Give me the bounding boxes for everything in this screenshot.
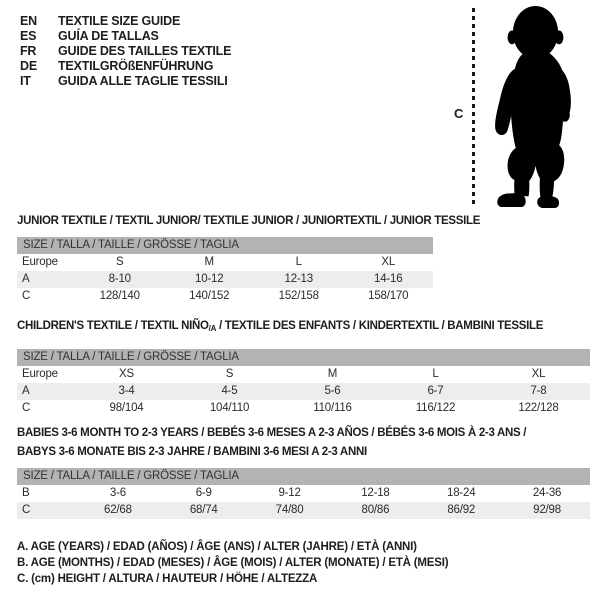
language-row-es — [20, 29, 231, 44]
size-cell: L — [432, 368, 439, 380]
language-code: ES — [20, 29, 37, 43]
value-cell: 5-6 — [324, 385, 341, 397]
value-cell: 68/74 — [189, 504, 218, 516]
guide-title-fr: GUIDE DES TAILLES TEXTILE — [58, 44, 232, 58]
value-cell: 3-4 — [118, 385, 135, 397]
value-cell: 14-16 — [374, 273, 403, 285]
value-cell: 86/92 — [447, 504, 476, 516]
children-title-subscript: /A — [208, 324, 217, 333]
value-cell: 7-8 — [530, 385, 547, 397]
babies-title-line1: BABIES 3-6 MONTH TO 2-3 YEARS / BEBÉS 3-6 MESES A 2-3 AÑOS / BÉBÉS 3-6 MOIS À 2-3 ANS / — [17, 427, 527, 439]
size-header-bar: SIZE / TALLA / TAILLE / GRÖSSE / TAGLIA — [17, 237, 433, 254]
value-cell: 122/128 — [518, 402, 559, 414]
value-cell: 4-5 — [221, 385, 238, 397]
value-cell: 140/152 — [189, 290, 230, 302]
guide-title-en: TEXTILE SIZE GUIDE — [58, 14, 181, 28]
table-row-height — [17, 502, 590, 519]
babies-title-line2: BABYS 3-6 MONATE BIS 2-3 JAHRE / BAMBINI 3-6 MESI A 2-3 ANNI — [17, 446, 367, 458]
size-cell: XL — [531, 368, 546, 380]
language-row-de — [20, 59, 231, 74]
table-row-age — [17, 271, 433, 288]
table-row-height — [17, 288, 433, 305]
junior-table — [17, 214, 481, 305]
table-row-age-months — [17, 485, 590, 502]
size-cell: XL — [381, 256, 396, 268]
size-tables — [17, 214, 590, 587]
value-cell: 158/170 — [368, 290, 409, 302]
value-cell: 128/140 — [99, 290, 140, 302]
language-code: DE — [20, 59, 37, 73]
value-cell: 80/86 — [361, 504, 390, 516]
value-cell: 3-6 — [109, 487, 126, 499]
note-age-months: B. AGE (MONTHS) / EDAD (MESES) / ÂGE (MOIS) / ALTER (MONATE) / ETÀ (MESI) — [17, 557, 449, 569]
row-label: Europe — [22, 256, 58, 268]
value-cell: 12-18 — [361, 487, 390, 499]
baby-silhouette-icon — [483, 4, 589, 210]
row-label: B — [22, 487, 30, 499]
value-cell: 8-10 — [108, 273, 131, 285]
value-cell: 92/98 — [533, 504, 561, 516]
language-title-list — [20, 14, 231, 89]
row-label: A — [22, 385, 30, 397]
junior-table-title: JUNIOR TEXTILE / TEXTIL JUNIOR/ TEXTILE JUNIOR / JUNIORTEXTIL / JUNIOR TESSILE — [17, 215, 481, 227]
size-cell: S — [116, 256, 124, 268]
size-header-bar: SIZE / TALLA / TAILLE / GRÖSSE / TAGLIA — [17, 468, 590, 485]
value-cell: 110/116 — [313, 402, 352, 414]
value-cell: 74/80 — [275, 504, 304, 516]
value-cell: 6-7 — [427, 385, 444, 397]
value-cell: 10-12 — [195, 273, 224, 285]
table-row-europe — [17, 254, 433, 271]
language-code: EN — [20, 14, 37, 28]
value-cell: 116/122 — [415, 402, 456, 414]
table-row-europe — [17, 366, 590, 383]
value-cell: 12-13 — [284, 273, 313, 285]
value-cell: 152/158 — [278, 290, 319, 302]
table-row-height — [17, 400, 590, 417]
language-row-fr — [20, 44, 231, 59]
size-cell: XS — [119, 368, 134, 380]
children-title-prefix: CHILDREN'S TEXTILE / TEXTIL NIÑO — [17, 320, 209, 332]
value-cell: 104/110 — [209, 402, 250, 414]
language-code: IT — [20, 74, 31, 88]
size-cell: L — [295, 256, 302, 268]
guide-title-it: GUIDA ALLE TAGLIE TESSILI — [58, 74, 228, 88]
height-measure-label: C — [454, 106, 464, 121]
note-age-years: A. AGE (YEARS) / EDAD (AÑOS) / ÂGE (ANS) / ALTER (JAHRE) / ETÀ (ANNI) — [17, 541, 417, 553]
language-row-it — [20, 74, 231, 89]
children-table — [17, 319, 590, 417]
language-row-en — [20, 14, 231, 29]
row-label: C — [22, 290, 31, 302]
guide-title-es: GUÍA DE TALLAS — [58, 29, 159, 43]
value-cell: 24-36 — [532, 487, 562, 499]
language-code: FR — [20, 44, 37, 58]
children-title-suffix: / TEXTILE DES ENFANTS / KINDERTEXTIL / BAMBINI TESSILE — [216, 320, 544, 332]
legend-notes — [17, 539, 590, 587]
row-label: A — [22, 273, 30, 285]
size-cell: M — [327, 368, 338, 380]
value-cell: 6-9 — [195, 487, 212, 499]
value-cell: 98/104 — [109, 402, 144, 414]
row-label: Europe — [22, 368, 58, 380]
note-height-cm: C. (cm) HEIGHT / ALTURA / HAUTEUR / HÖHE / ALTEZZA — [17, 573, 318, 585]
guide-title-de: TEXTILGRÖßENFÜHRUNG — [58, 59, 214, 73]
value-cell: 62/68 — [104, 504, 132, 516]
value-cell: 18-24 — [447, 487, 476, 499]
size-cell: M — [204, 256, 214, 268]
size-cell: S — [225, 368, 234, 380]
size-header-bar: SIZE / TALLA / TAILLE / GRÖSSE / TAGLIA — [17, 349, 590, 366]
value-cell: 9-12 — [278, 487, 301, 499]
height-dotted-line — [472, 8, 475, 208]
babies-table — [17, 424, 590, 519]
row-label: C — [22, 402, 31, 414]
table-row-age — [17, 383, 590, 400]
row-label: C — [22, 504, 31, 516]
babies-table-title — [17, 424, 590, 462]
children-table-title — [17, 319, 590, 336]
